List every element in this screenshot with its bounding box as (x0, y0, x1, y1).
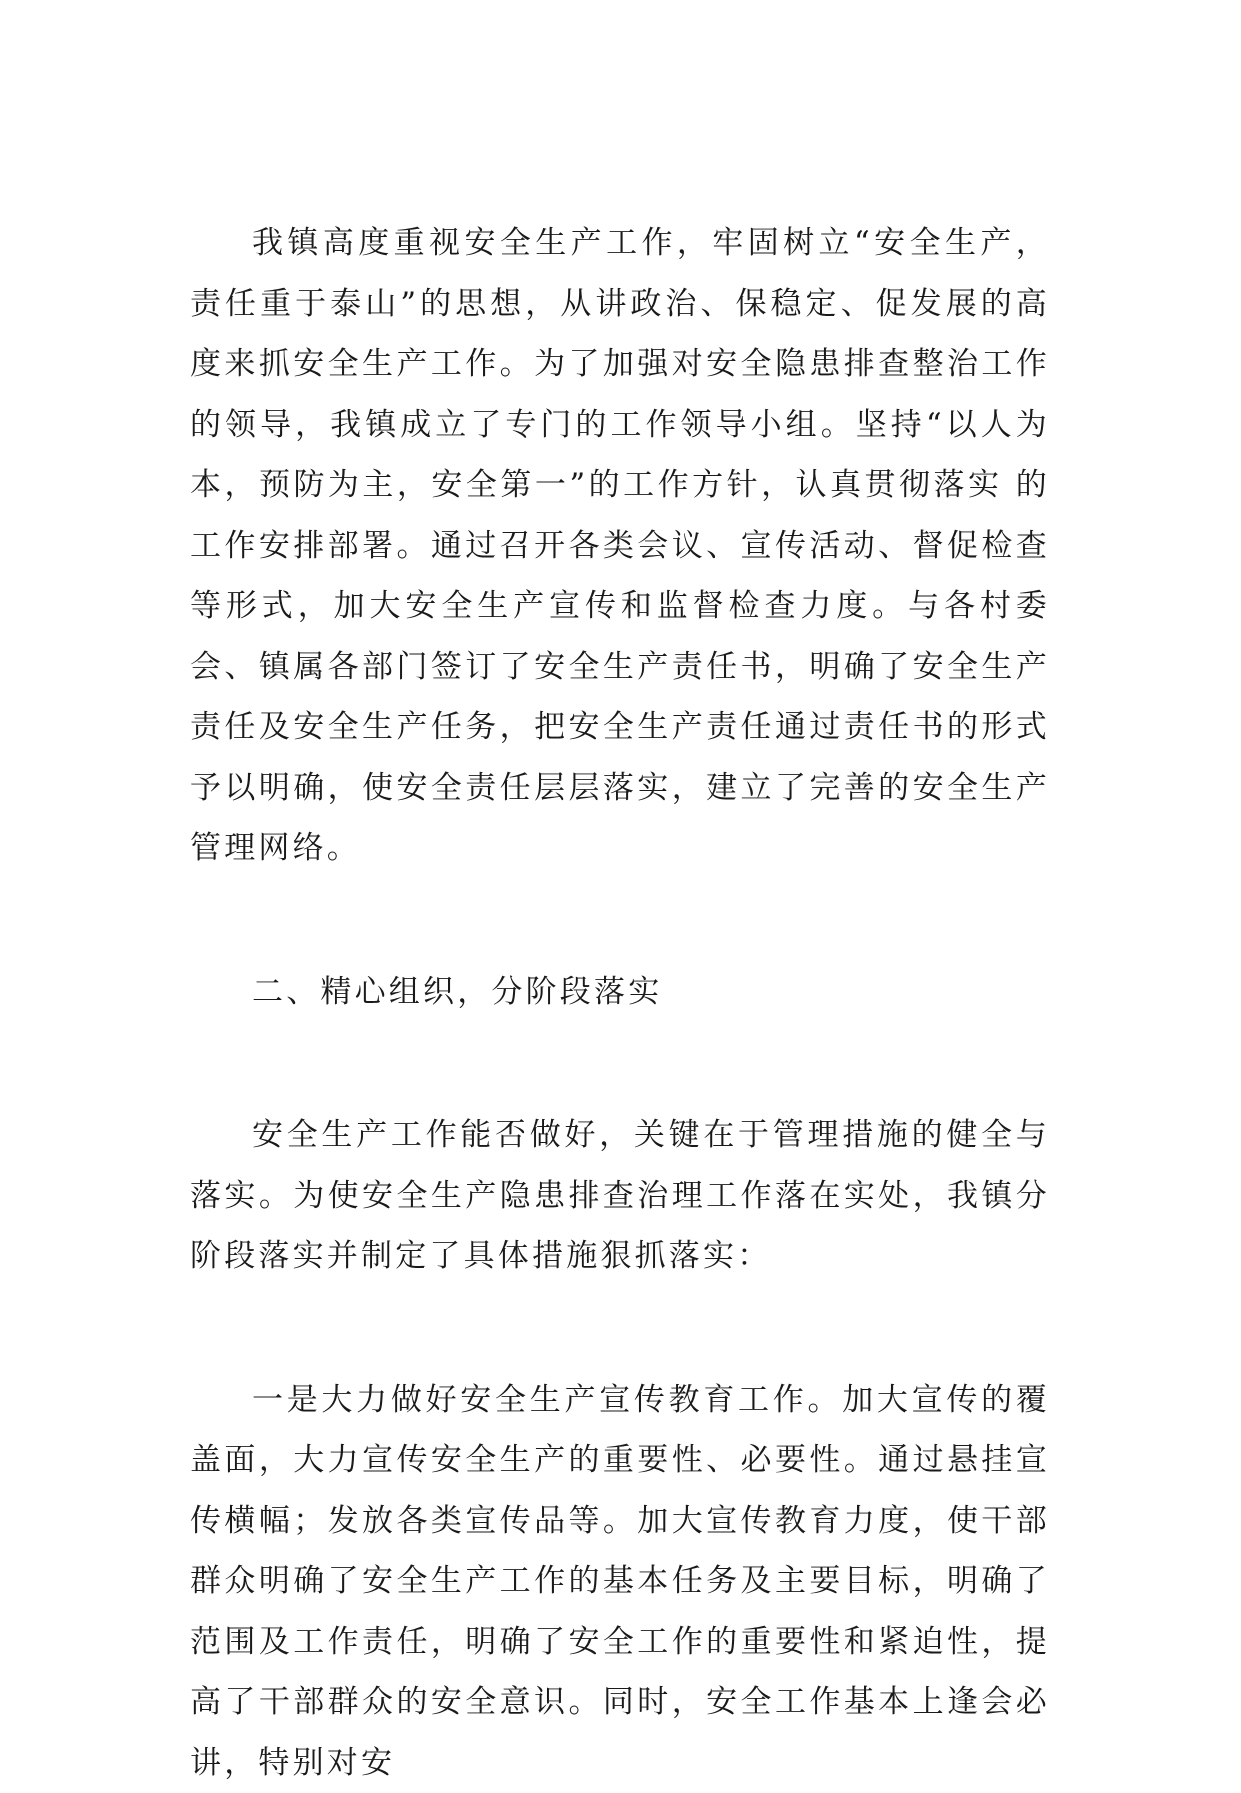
document-body (190, 213, 1050, 1793)
paragraph-responsibility: 我镇高度重视安全生产工作，牢固树立“安全生产，责任重于泰山”的思想，从讲政治、保稳定、促发展的高度来抓安全生产工作。为了加强对安全隐患排查整治工作的领导，我镇成立了专门的工作领导小组。坚持“以人为本，预防为主，安全第一”的工作方针，认真贯彻落实 的工作安排部署。通过召开各类会议、宣传活动、督促检查等形式，加大安全生产宣传和监督检查力度。与各村委会、镇属各部门签订了安全生产责任书，明确了安全生产责任及安全生产任务，把安全生产责任通过责任书的形式予以明确，使安全责任层层落实，建立了完善的安全生产管理网络。 (190, 213, 1050, 879)
paragraph-measures: 安全生产工作能否做好，关键在于管理措施的健全与落实。为使安全生产隐患排查治理工作落在实处，我镇分阶段落实并制定了具体措施狠抓落实： (190, 1105, 1050, 1287)
section-heading-two: 二、精心组织，分阶段落实 (190, 962, 1050, 1023)
paragraph-publicity: 一是大力做好安全生产宣传教育工作。加大宣传的覆盖面，大力宣传安全生产的重要性、必要性。通过悬挂宣传横幅；发放各类宣传品等。加大宣传教育力度，使干部群众明确了安全生产工作的基本任务及主要目标，明确了范围及工作责任，明确了安全工作的重要性和紧迫性，提高了干部群众的安全意识。同时，安全工作基本上逢会必讲，特别对安 (190, 1370, 1050, 1793)
